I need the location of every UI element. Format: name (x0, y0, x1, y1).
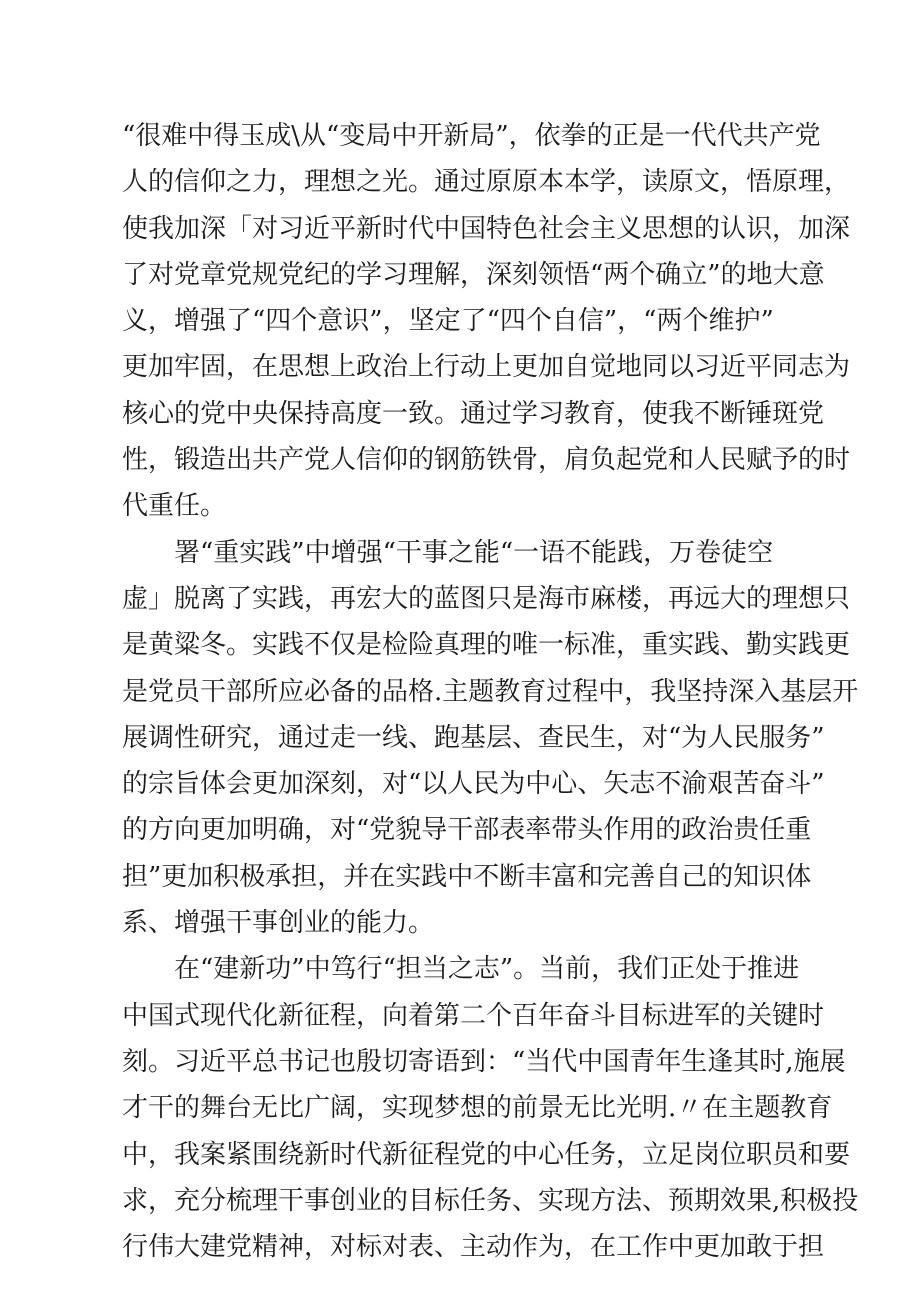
text-line: 担”更加积极承担，并在实践中不断丰富和完善自己的知识体 (122, 861, 812, 892)
text-line: 更加牢固，在思想上政治上行动上更加自觉地同以习近平同志为 (122, 352, 851, 383)
body-text (122, 113, 859, 1270)
text-line: 的方向更加明确，对“党貌导干部表率带头作用的政治贵任重 (122, 815, 812, 846)
text-line: 刻。习近平总书记也殷切寄语到：“当代中国青年生逢其时,施展 (122, 1046, 846, 1077)
text-line: 系、增强干事创业的能力。 (122, 908, 435, 939)
paragraph-start-line: 署“重实践”中增强“干事之能“一语不能践，万卷徒空 (174, 537, 774, 568)
text-line: 核心的党中央保持高度一致。通过学习教育，使我不断锤斑党 (122, 398, 825, 429)
paragraph-start-line: 在“建新功”中笃行“担当之志”。当前，我们正处于推进 (174, 954, 800, 985)
text-line: 人的信仰之力，理想之光。通过原原本本学，读原文，悟原理， (122, 167, 851, 198)
text-line: 虚」脱离了实践，再宏大的蓝图只是海市麻楼，再远大的理想只 (122, 583, 851, 614)
text-line: 是党员干部所应必备的品格.主题教育过程中，我坚持深入基层开 (122, 676, 859, 707)
text-line: 的宗旨体会更加深刻，对“以人民为中心、矢志不渝艰苦奋斗” (122, 769, 825, 800)
text-line: 求，充分梳理干事创业的目标任务、实现方法、预期效果,积极投 (122, 1185, 859, 1216)
text-line: 性，锻造出共产党人信仰的钢筋铁骨，肩负起党和人民赋予的时 (122, 445, 851, 476)
text-line: 才干的舞台无比广阔，实现梦想的前景无比光明.〃在主题教育 (122, 1093, 833, 1124)
text-line: 使我加深「对习近平新时代中国特色社会主义思想的认识，加深 (122, 213, 851, 244)
text-line: 中，我案紧围绕新时代新征程党的中心任务，立足岗位职员和要 (122, 1139, 851, 1170)
text-line: 代重任。 (122, 491, 227, 522)
text-line: 行伟大建党精神，对标对表、主动作为，在工作中更加敢于担 (122, 1232, 825, 1263)
text-line: 展调性研究，通过走一线、跑基层、查民生，对“为人民服务” (122, 722, 825, 753)
text-line: 义，增强了“四个意识”，坚定了“四个自信”，“两个维护” (122, 306, 774, 337)
text-line: “很难中得玉成\从“变局中开新局”，依拳的正是一代代共产党 (122, 121, 821, 151)
text-line: 了对党章党规党纪的学习理解，深刻领悟“两个确立”的地大意 (122, 259, 825, 290)
text-line: 中国式现代化新征程，向着第二个百年奋斗目标进军的关键时 (122, 1000, 825, 1031)
text-line: 是黄粱冬。实践不仅是检险真理的唯一标准，重实践、勤实践更 (122, 630, 851, 661)
